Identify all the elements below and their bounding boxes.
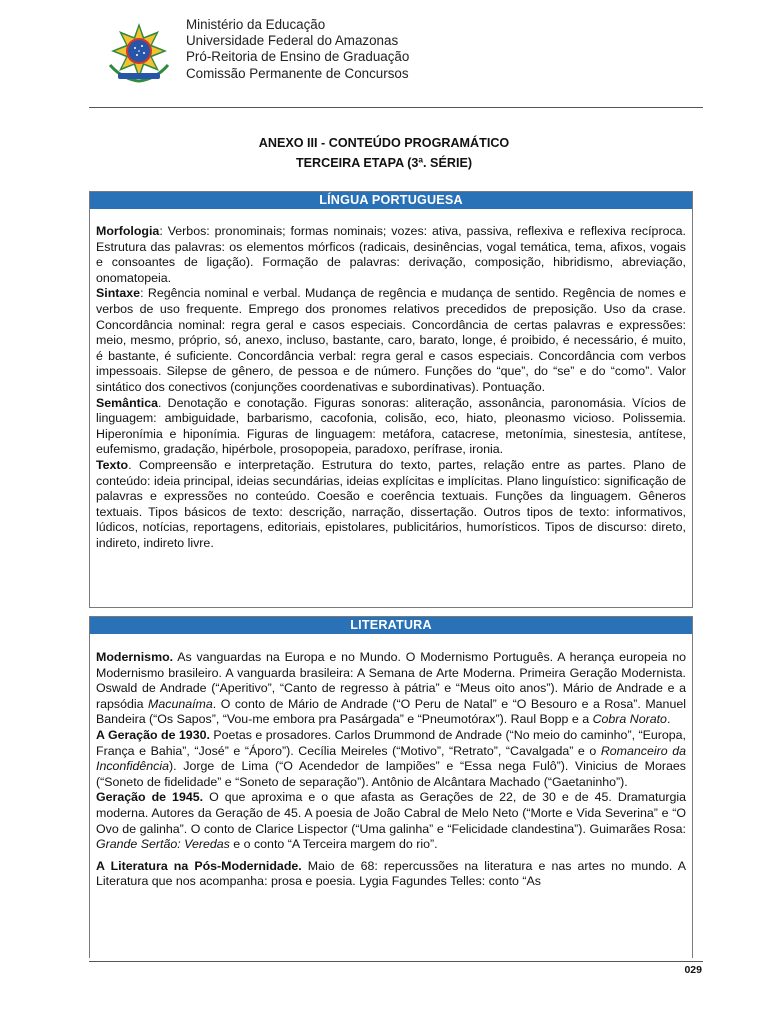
- work-title: Grande Sertão: Veredas: [96, 837, 230, 852]
- content-paragraph: [96, 458, 686, 552]
- topic-text: Regência nominal e verbal. Mudança de regência e mudança de sentido. Regência de nomes e verbos de uso frequente. Emprego dos pronomes relativos precedidos de preposição. Uso da crase. Concordância nominal: regra geral e casos especiais. Concordância de certas palavras e expressões: meio, mesmo, próprio, só, anexo, incluso, bastante, caro, barato, longe, é proibido, é necessário, é muito, é bastante, é suficiente. Concordância verbal: regra geral e casos especiais. Concordância com verbos impessoais. Silepse de gênero, de pessoa e de número. Funções do “que”, do “se” e do “como”. Valor sintático dos conectivos (conjunções coordenativas e subordinativas). Pontuação.: [96, 286, 686, 394]
- term-separator: :: [140, 286, 144, 301]
- content-paragraph: [96, 286, 686, 395]
- work-title: Macunaíma: [148, 696, 213, 711]
- topic-term: Semântica: [96, 395, 158, 410]
- topic-text: Poetas e prosadores. Carlos Drummond de Andrade (“No meio do caminho”, “Europa, França e Bahia”, “José” e “Áporo”). Cecília Meireles (“Motivo”, “Retrato”, “Cavalgada” e o: [96, 727, 686, 758]
- annex-title-line: ANEXO III - CONTEÚDO PROGRAMÁTICO: [258, 136, 510, 150]
- annex-subtitle-line: TERCEIRA ETAPA (3ª. SÉRIE): [295, 156, 473, 170]
- topic-term: A Geração de 1930.: [96, 727, 210, 742]
- institution-line: Comissão Permanente de Concursos: [186, 65, 409, 81]
- section-heading: LÍNGUA PORTUGUESA: [90, 192, 692, 209]
- institution-line: Universidade Federal do Amazonas: [186, 33, 399, 49]
- section-heading: LITERATURA: [90, 617, 692, 634]
- topic-text: As vanguardas na Europa e no Mundo. O Modernismo Português. A herança europeia no Modernismo brasileiro. A vanguarda brasileira: A Semana de Arte Moderna. Primeira Geração Modernista. Oswald de Andrade (“Aperitivo”, “Canto de regresso à pátria” e “Meus oito anos”). Mário de Andrade e a rapsódia: [96, 650, 686, 711]
- topic-term: Sintaxe: [96, 286, 141, 301]
- work-title: Romanceiro da Inconfidência: [96, 743, 686, 774]
- content-paragraph: [96, 396, 686, 458]
- institution-line: Ministério da Educação: [186, 17, 326, 32]
- topic-text: . O conto de Mário de Andrade (“O Peru de Natal” e “O Besouro e a Rosa”. Manuel Bandeira (“Os Sapos”, “Vou-me embora pra Pasárgada” e “Pneumotórax”). Raul Bopp e a: [96, 696, 686, 727]
- brazil-coat-of-arms-seal: [104, 21, 174, 85]
- section-body: [90, 209, 692, 551]
- section-lingua-portuguesa: [89, 191, 693, 608]
- content-paragraph: [96, 859, 686, 890]
- topic-term: A Literatura na Pós-Modernidade.: [96, 858, 302, 873]
- content-paragraph: [96, 650, 686, 728]
- content-paragraph: [96, 790, 686, 852]
- term-separator: :: [159, 224, 163, 238]
- topic-text: O que aproxima e o que afasta as Gerações de 22, de 30 e de 45. Dramaturgia moderna. Autores da Geração de 45. A poesia de João Cabral de Melo Neto (“Morte e Vida Severina” e “O Ovo de galinha”. O conto de Clarice Lispector (“Uma galinha” e “Felicidade clandestina”). Guimarães Rosa:: [96, 790, 686, 836]
- topic-term: Texto: [96, 457, 129, 472]
- annex-title: [0, 133, 768, 173]
- topic-term: Geração de 1945.: [96, 790, 204, 805]
- term-separator: .: [128, 457, 132, 472]
- topic-text: Maio de 68: repercussões na literatura e nas artes no mundo. A Literatura que nos acompanha: prosa e poesia. Lygia Fagundes Telles: conto “As: [96, 858, 686, 889]
- topic-text: e o conto “A Terceira margem do rio”.: [229, 837, 438, 852]
- footer-divider: [89, 961, 703, 962]
- work-title: Cobra Norato: [592, 712, 667, 727]
- content-paragraph: [96, 728, 686, 790]
- topic-text: Compreensão e interpretação. Estrutura do texto, partes, relação entre as partes. Plano de conteúdo: ideia principal, ideias secundárias, ideias explícitas e implícitas. Plano linguístico: significação de palavras e expressões no conteúdo. Coesão e coerência textuais. Funções da linguagem. Gêneros textuais. Tipos básicos de texto: descrição, narração, dissertação. Outros tipos de texto: informativos, lúdicos, notícias, reportagens, editoriais, epistolares, publicitários, humorísticos. Tipos de discurso: direto, indireto, indireto livre.: [96, 457, 686, 550]
- institution-block: [186, 17, 409, 82]
- topic-text: ). Jorge de Lima (“O Acendedor de lampiões” e “Essa nega Fulô”). Vinicius de Moraes (“Soneto de fidelidade” e “Soneto de separação”). Antônio de Alcântara Machado (“Gaetaninho”).: [96, 759, 686, 789]
- institution-line: Pró-Reitoria de Ensino de Graduação: [186, 49, 410, 65]
- content-paragraph: [96, 224, 686, 286]
- topic-term: Modernismo.: [96, 650, 174, 664]
- term-separator: .: [157, 395, 162, 410]
- section-literatura: [89, 616, 693, 958]
- page-number: 029: [684, 964, 702, 976]
- topic-term: Morfologia: [96, 224, 160, 238]
- topic-text: Denotação e conotação. Figuras sonoras: aliteração, assonância, paronomásia. Vícios de linguagem: ambiguidade, barbarismo, cacofonia, colisão, eco, hiato, pleonasmo vicioso. Polissemia. Hiperonímia e hiponímia. Figuras de linguagem: metáfora, catacrese, metonímia, sinestesia, antítese, eufemismo, gradação, hipérbole, prosopopeia, paradoxo, perífrase, ironia.: [96, 395, 686, 457]
- topic-text: Verbos: pronominais; formas nominais; vozes: ativa, passiva, reflexiva e reflexiva recíproca. Estrutura das palavras: os elementos mórficos (radicais, desinências, vogal temática, tema, afixos, vogais e consoantes de ligação). Formação de palavras: derivação, composição, hibridismo, abreviação, onomatopeia.: [96, 224, 686, 285]
- header-divider: [89, 107, 703, 108]
- document-header: [0, 0, 768, 110]
- topic-text: .: [666, 712, 671, 727]
- section-body: [90, 634, 692, 890]
